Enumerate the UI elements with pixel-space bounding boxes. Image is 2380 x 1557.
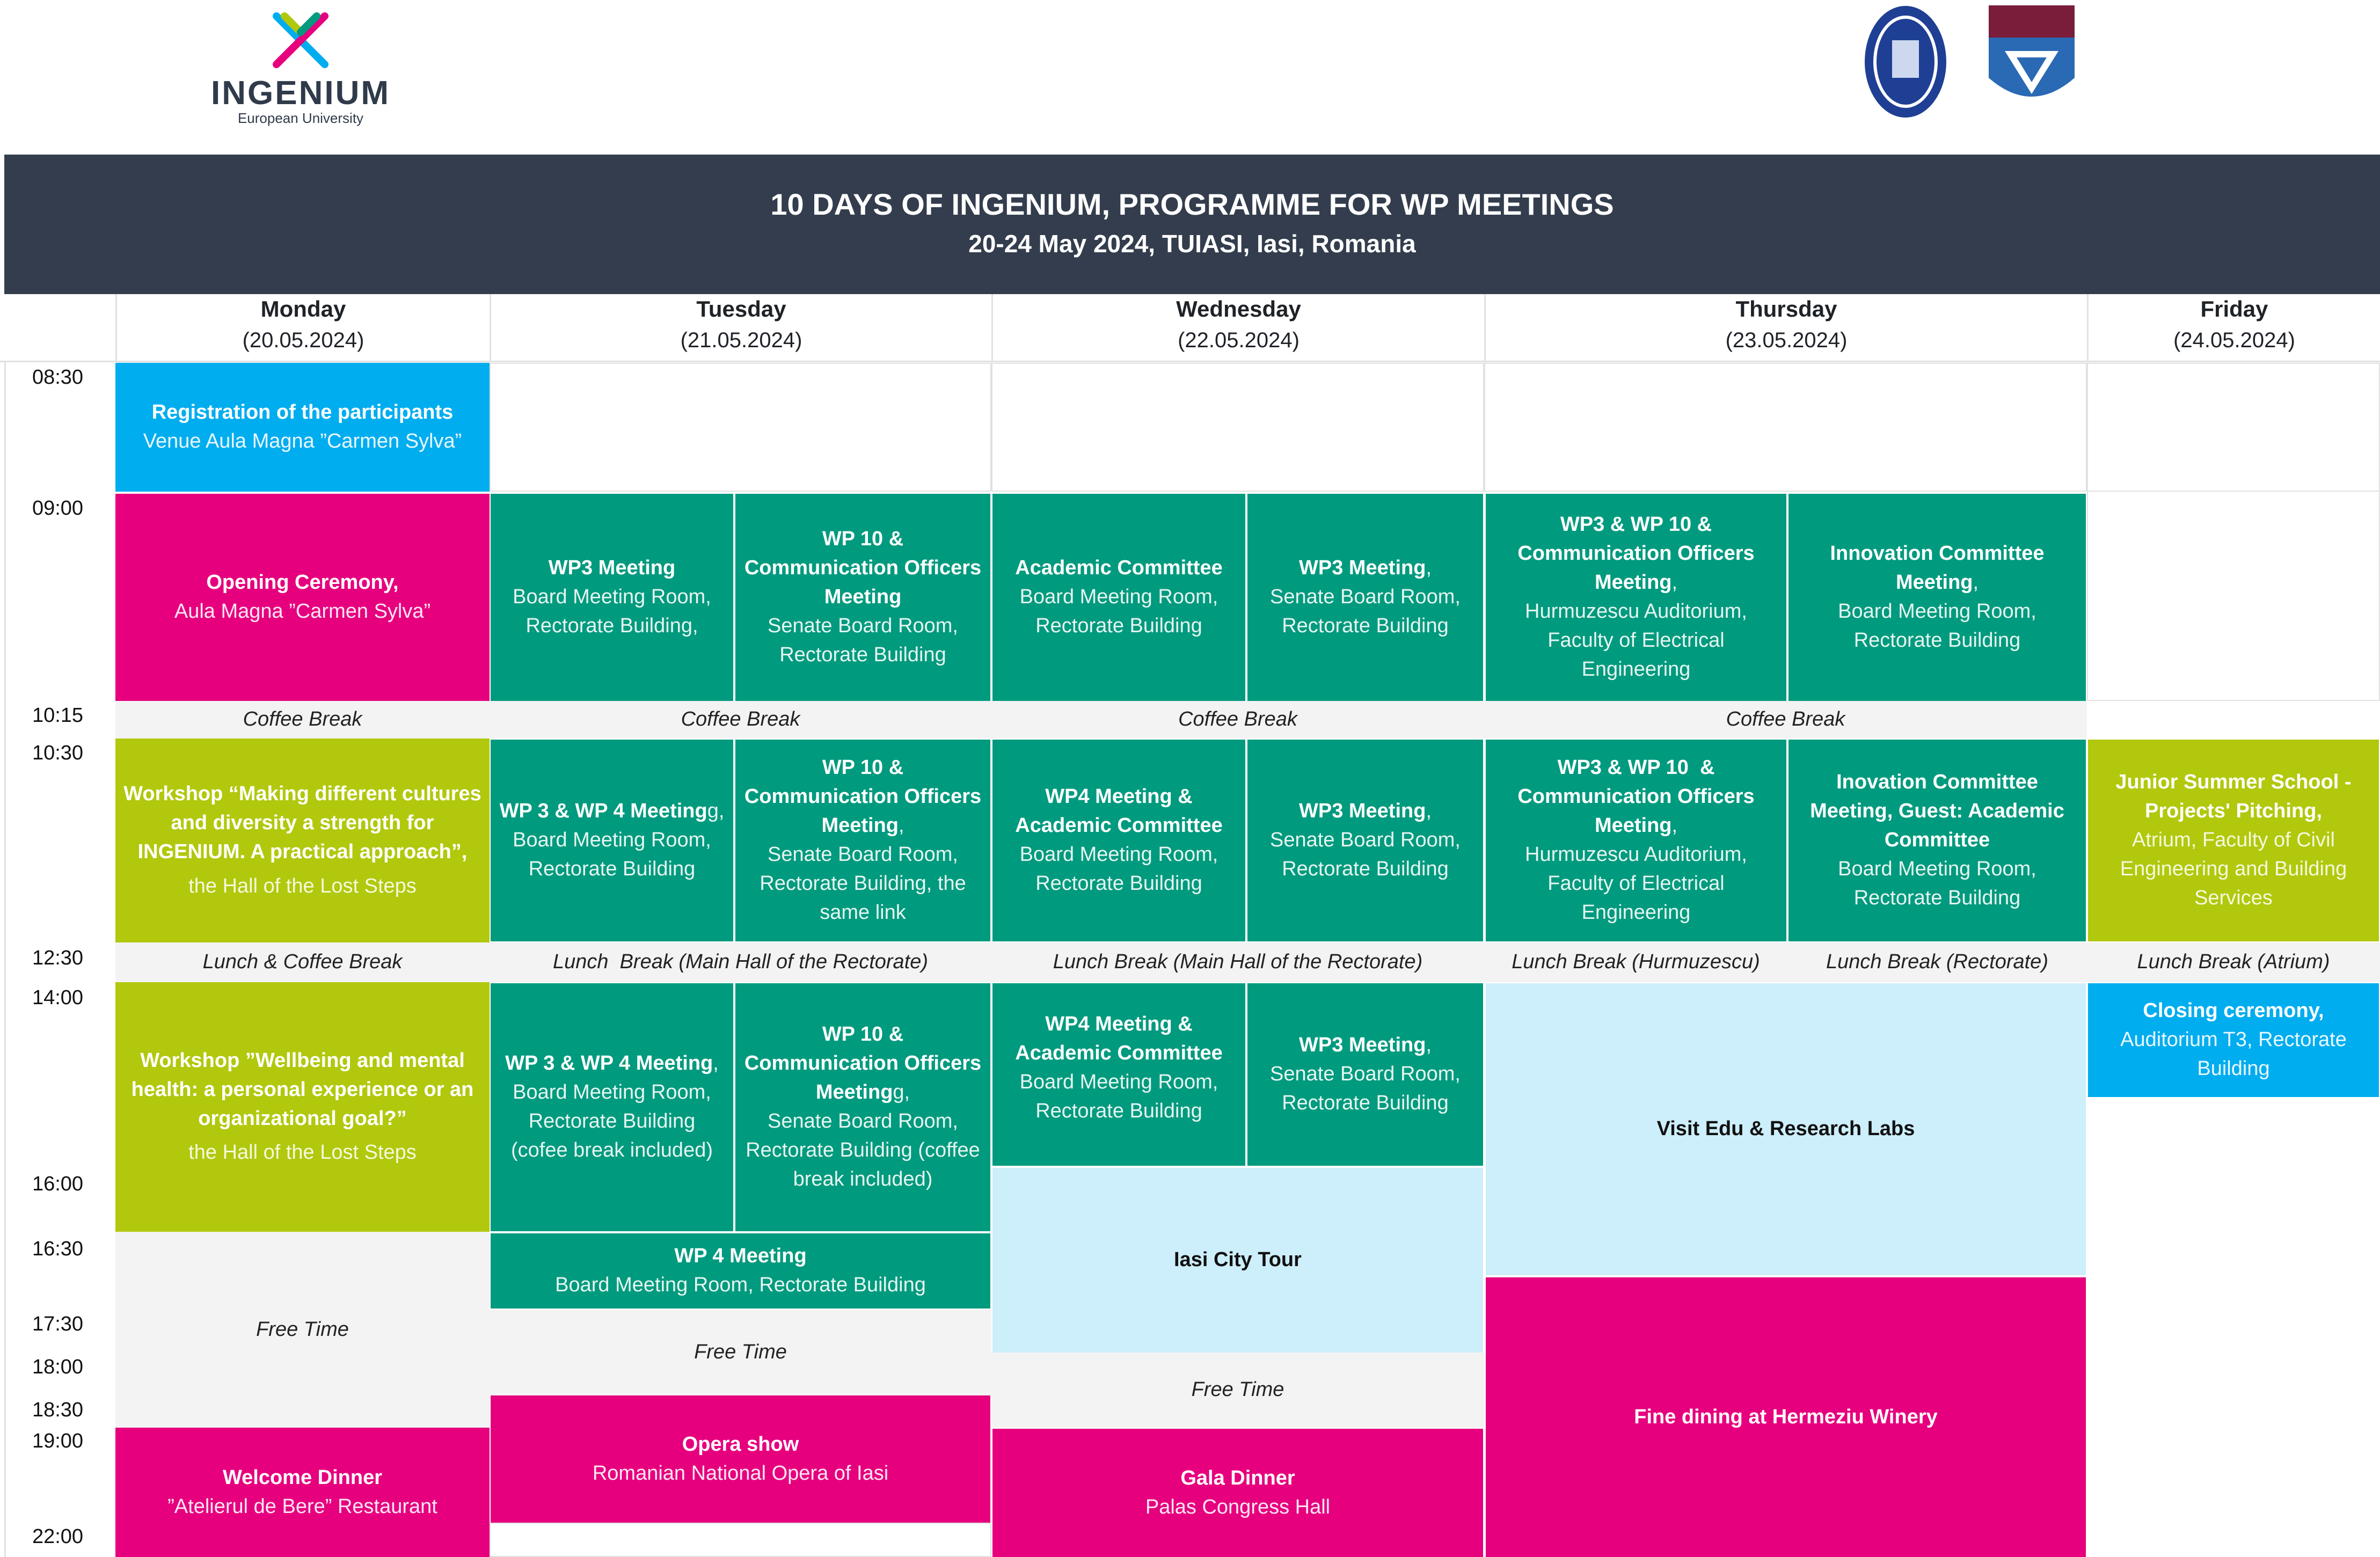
event-title: Welcome Dinner bbox=[222, 1466, 383, 1489]
event-junior-summer-school bbox=[2088, 740, 2379, 941]
event-title: WP3 Meeting bbox=[1298, 1034, 1426, 1057]
ingenium-logo bbox=[204, 11, 397, 126]
event-title: WP4 Meeting & Academic Committee bbox=[1015, 1013, 1223, 1064]
event-venue: Atrium, Faculty of Civil Engineering and Building Services bbox=[2120, 829, 2347, 909]
lunch-break bbox=[991, 942, 1484, 982]
lunch-break-hurmuzescu bbox=[1484, 942, 1787, 982]
event-opening-ceremony bbox=[115, 494, 490, 701]
event-wp3-wp10-meeting bbox=[1486, 740, 1786, 941]
event-wp3-wp10-meeting bbox=[1486, 494, 1786, 701]
brand-name: INGENIUM bbox=[211, 75, 390, 112]
event-wp10-meeting bbox=[735, 494, 990, 701]
page-subtitle: 20-24 May 2024, TUIASI, Iasi, Romania bbox=[968, 230, 1416, 258]
event-title: Workshop ”Wellbeing and mental health: a personal experience or an organizational goal?” bbox=[131, 1049, 474, 1130]
event-title: WP 3 & WP 4 Meeting bbox=[505, 1052, 713, 1075]
ingenium-x-icon bbox=[266, 11, 335, 70]
event-venue: Venue Aula Magna ”Carmen Sylva” bbox=[143, 430, 462, 452]
event-title-tail: g, bbox=[707, 800, 725, 823]
event-title: WP 3 & WP 4 Meeting bbox=[499, 800, 707, 823]
time-label: 09:00 bbox=[32, 497, 84, 520]
day-name: Thursday bbox=[1735, 296, 1837, 321]
event-title: WP4 Meeting & Academic Committee bbox=[1015, 785, 1223, 837]
day-date: (23.05.2024) bbox=[1725, 328, 1848, 352]
event-title: Opera show bbox=[682, 1432, 799, 1456]
break-label: Lunch Break (Atrium) bbox=[2137, 951, 2330, 974]
lunch-break bbox=[2087, 942, 2380, 982]
header-divider bbox=[0, 361, 2380, 362]
time-label: 16:00 bbox=[32, 1173, 84, 1195]
event-visit-labs bbox=[1486, 983, 2086, 1275]
time-label: 12:30 bbox=[32, 947, 84, 969]
event-title: WP3 & WP 10 & Communication Officers Meeting bbox=[1517, 513, 1755, 594]
free-time bbox=[991, 1353, 1484, 1428]
event-title: Academic Committee bbox=[1015, 557, 1223, 580]
event-innovation-committee bbox=[1788, 494, 2086, 701]
time-label: 18:30 bbox=[32, 1399, 84, 1421]
free-time-label: Free Time bbox=[694, 1341, 787, 1364]
lunch-break bbox=[115, 942, 490, 982]
event-title: Iasi City Tour bbox=[1174, 1248, 1302, 1271]
event-title: Junior Summer School - Projects' Pitching, bbox=[2115, 771, 2352, 823]
event-wp4-meeting bbox=[491, 1233, 990, 1309]
university-seal-icon bbox=[1863, 3, 1948, 121]
event-fine-dining bbox=[1486, 1277, 2086, 1557]
day-header-thursday bbox=[1484, 294, 2087, 361]
event-title-tail: , bbox=[713, 1052, 719, 1075]
event-wp4-academic-committee bbox=[992, 740, 1245, 941]
event-title: Opening Ceremony, bbox=[206, 571, 399, 594]
day-date: (24.05.2024) bbox=[2173, 328, 2295, 352]
title-banner bbox=[4, 155, 2380, 294]
event-registration bbox=[115, 363, 490, 492]
break-label: Coffee Break bbox=[1726, 708, 1845, 731]
event-wp3-meeting bbox=[1247, 983, 1483, 1166]
brand-subtitle: European University bbox=[237, 110, 364, 126]
empty-slot bbox=[991, 363, 1484, 492]
event-venue: Board Meeting Room, Rectorate Building bbox=[1019, 586, 1218, 637]
empty-slot bbox=[2087, 363, 2380, 492]
event-title: Gala Dinner bbox=[1180, 1466, 1295, 1489]
time-label: 22:00 bbox=[32, 1525, 84, 1548]
lunch-break-rectorate bbox=[1787, 942, 2087, 982]
event-gala-dinner bbox=[992, 1429, 1483, 1557]
event-title-tail: g, bbox=[893, 1081, 910, 1104]
event-wp3-wp4-meeting bbox=[491, 983, 733, 1231]
event-title-tail: , bbox=[1671, 814, 1678, 837]
event-title-tail: , bbox=[1426, 1034, 1432, 1057]
event-venue: Romanian National Opera of Iasi bbox=[592, 1461, 889, 1485]
event-venue: Senate Board Room, Rectorate Building bbox=[1270, 586, 1461, 637]
day-date: (22.05.2024) bbox=[1178, 328, 1299, 352]
event-wp3-wp4-meeting bbox=[491, 740, 733, 941]
event-title-tail: , bbox=[1973, 571, 1979, 594]
break-label: Coffee Break bbox=[1178, 708, 1297, 731]
event-title-tail: , bbox=[1426, 557, 1432, 580]
empty-slot bbox=[490, 363, 991, 492]
event-venue: Board Meeting Room, Rectorate Building bbox=[1838, 600, 2036, 652]
event-venue: Board Meeting Room, Rectorate Building bbox=[513, 829, 711, 880]
event-title: WP 10 & Communication Officers Meeting bbox=[744, 756, 982, 837]
event-title-tail: , bbox=[1426, 800, 1432, 823]
event-title: WP 10 & Communication Officers Meeting bbox=[744, 1023, 982, 1104]
empty-slot bbox=[490, 1523, 991, 1557]
break-label: Coffee Break bbox=[681, 708, 800, 731]
coffee-break bbox=[991, 701, 1484, 739]
event-venue: Board Meeting Room, Rectorate Building (cofee break included) bbox=[511, 1081, 713, 1161]
event-venue: Auditorium T3, Rectorate Building bbox=[2120, 1028, 2347, 1080]
coffee-break bbox=[1484, 701, 2087, 739]
event-venue: ”Atelierul de Bere” Restaurant bbox=[167, 1495, 437, 1518]
event-venue: Senate Board Room, Rectorate Building bbox=[1270, 829, 1461, 880]
event-academic-committee bbox=[992, 494, 1245, 701]
event-title: Fine dining at Hermeziu Winery bbox=[1634, 1405, 1938, 1428]
event-venue: the Hall of the Lost Steps bbox=[188, 874, 417, 897]
event-wp3-meeting bbox=[491, 494, 733, 701]
time-label: 10:30 bbox=[32, 742, 84, 764]
break-label: Coffee Break bbox=[243, 708, 362, 731]
time-label: 14:00 bbox=[32, 986, 84, 1009]
free-time bbox=[115, 1232, 490, 1428]
break-label: Lunch & Coffee Break bbox=[202, 951, 403, 974]
event-title: WP3 Meeting bbox=[1298, 800, 1426, 823]
event-title: WP3 Meeting bbox=[1298, 557, 1426, 580]
day-date: (21.05.2024) bbox=[680, 328, 802, 352]
event-venue: Senate Board Room, Rectorate Building, the same link bbox=[760, 843, 966, 924]
event-venue: Senate Board Room, Rectorate Building bbox=[1270, 1063, 1461, 1114]
lunch-break bbox=[490, 942, 991, 982]
free-time-label: Free Time bbox=[256, 1318, 349, 1341]
event-title: WP3 Meeting bbox=[548, 557, 676, 580]
event-venue: Hurmuzescu Auditorium, Faculty of Electrical Engineering bbox=[1525, 600, 1747, 681]
event-opera-show bbox=[491, 1395, 990, 1523]
day-header-wednesday bbox=[991, 294, 1484, 361]
event-venue: Board Meeting Room, Rectorate Building bbox=[555, 1274, 926, 1296]
event-venue: Board Meeting Room, Rectorate Building bbox=[1019, 843, 1218, 895]
event-wp10-meeting bbox=[735, 983, 990, 1231]
break-label: Lunch Break (Main Hall of the Rectorate) bbox=[552, 951, 929, 974]
time-label: 10:15 bbox=[32, 704, 84, 727]
empty-slot bbox=[2087, 492, 2380, 701]
event-venue: Board Meeting Room, Rectorate Building bbox=[1838, 857, 2036, 909]
event-closing-ceremony bbox=[2088, 983, 2379, 1097]
day-header-monday bbox=[115, 294, 490, 361]
time-label: 16:30 bbox=[32, 1238, 84, 1260]
time-label: 08:30 bbox=[32, 366, 84, 389]
day-header-tuesday bbox=[490, 294, 991, 361]
time-label: 19:00 bbox=[32, 1430, 84, 1452]
faculty-crest-icon bbox=[1983, 3, 2080, 115]
day-name: Wednesday bbox=[1176, 296, 1301, 321]
page-title: 10 DAYS OF INGENIUM, PROGRAMME FOR WP MEETINGS bbox=[770, 187, 1614, 221]
event-wp4-academic-committee bbox=[992, 983, 1245, 1166]
event-venue: Senate Board Room, Rectorate Building (coffee break included) bbox=[746, 1110, 980, 1190]
event-title: Closing ceremony, bbox=[2143, 999, 2324, 1022]
event-title: WP 4 Meeting bbox=[674, 1245, 807, 1268]
event-wp10-meeting bbox=[735, 740, 990, 941]
time-label: 17:30 bbox=[32, 1313, 84, 1335]
event-welcome-dinner bbox=[115, 1428, 490, 1557]
time-label: 18:00 bbox=[32, 1356, 84, 1378]
day-name: Tuesday bbox=[696, 296, 786, 321]
event-city-tour bbox=[992, 1168, 1483, 1353]
free-time-label: Free Time bbox=[1191, 1378, 1284, 1401]
event-wp3-meeting bbox=[1247, 740, 1483, 941]
break-label: Lunch Break (Main Hall of the Rectorate) bbox=[1053, 951, 1423, 974]
day-name: Friday bbox=[2200, 296, 2268, 321]
day-date: (20.05.2024) bbox=[242, 328, 364, 352]
event-title: Registration of the participants bbox=[151, 401, 454, 424]
day-name: Monday bbox=[260, 296, 346, 321]
event-wp3-meeting bbox=[1247, 494, 1483, 701]
event-title-tail: , bbox=[1671, 571, 1678, 594]
event-venue: Palas Congress Hall bbox=[1145, 1495, 1331, 1518]
event-venue: Board Meeting Room, Rectorate Building, bbox=[513, 586, 711, 637]
event-venue: Hurmuzescu Auditorium, Faculty of Electrical Engineering bbox=[1525, 843, 1747, 924]
coffee-break bbox=[490, 701, 991, 739]
event-title: Visit Edu & Research Labs bbox=[1656, 1117, 1915, 1141]
event-title: Workshop “Making different cultures and diversity a strength for INGENIUM. A practical approach”, bbox=[123, 783, 481, 863]
empty-slot bbox=[1484, 363, 2087, 492]
event-innovation-committee-guest bbox=[1788, 740, 2086, 941]
coffee-break bbox=[115, 701, 490, 739]
event-title-tail: , bbox=[899, 814, 904, 837]
event-venue: Senate Board Room, Rectorate Building bbox=[768, 614, 958, 666]
event-venue: the Hall of the Lost Steps bbox=[188, 1141, 417, 1164]
event-workshop-wellbeing bbox=[115, 982, 490, 1232]
free-time bbox=[490, 1310, 991, 1395]
break-label: Lunch Break (Rectorate) bbox=[1826, 951, 2048, 974]
event-venue: Board Meeting Room, Rectorate Building bbox=[1019, 1070, 1218, 1122]
event-title: Innovation Committee Meeting bbox=[1830, 542, 2045, 594]
event-venue: Aula Magna ”Carmen Sylva” bbox=[174, 600, 431, 623]
event-title: Inovation Committee Meeting, Guest: Academic Committee bbox=[1810, 771, 2064, 852]
break-label: Lunch Break (Hurmuzescu) bbox=[1512, 951, 1760, 974]
event-title: WP 10 & Communication Officers Meeting bbox=[744, 528, 982, 609]
event-workshop-cultures bbox=[115, 739, 490, 942]
day-header-friday bbox=[2087, 294, 2380, 361]
event-title: WP3 & WP 10 & Communication Officers Meeting bbox=[1517, 756, 1761, 837]
